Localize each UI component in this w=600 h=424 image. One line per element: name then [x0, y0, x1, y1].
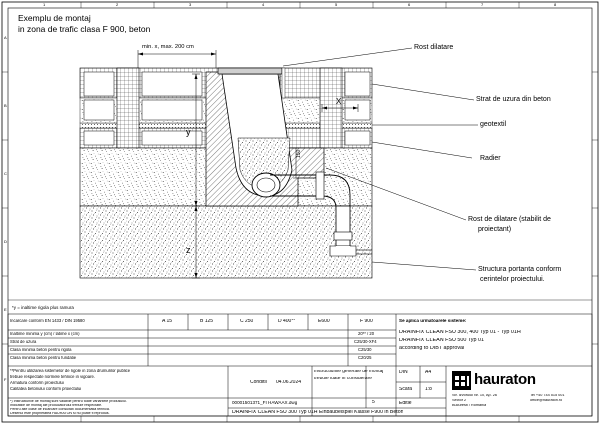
- left-column-block: [117, 68, 139, 148]
- edition-label: Editie: [399, 401, 412, 406]
- col-index-3: 3: [189, 2, 192, 7]
- row-index-f: F: [4, 377, 7, 382]
- foundation-concrete-value: C20/25: [358, 356, 372, 360]
- row-index-c: C: [4, 171, 7, 176]
- col-index-2: 2: [116, 2, 119, 7]
- note-line-4: Calitatea betonului conform proiectului: [10, 387, 82, 391]
- label-radier: Radier: [480, 155, 501, 162]
- class-c250: C 250: [240, 319, 254, 324]
- wearing-layer-row-label: Strat de uzura: [10, 340, 37, 344]
- legal-line-1: *) Instructiunile de montaj sunt valabile pentru toate variantele produsului.: [10, 400, 127, 403]
- class-b125: B 125: [200, 319, 214, 324]
- company-address-2: Sector 2: [452, 399, 467, 402]
- dim-z-label: z: [186, 245, 191, 255]
- class-e600: E600: [318, 319, 330, 324]
- sheet-number: 5: [372, 400, 375, 405]
- label-rost-dilatare: Rost dilatare: [414, 44, 454, 51]
- row-index-e: E: [4, 307, 7, 312]
- company-name: hauraton: [474, 371, 536, 388]
- format-label: DIN: [399, 370, 408, 375]
- label-strat-uzura: Strat de uzura din beton: [476, 96, 551, 103]
- doc-title-line2: trebuie luate in considerare: [314, 377, 372, 381]
- drawing-title-line1: Exemplu de montaj: [18, 13, 91, 23]
- product-item-1: DRAINFIX CLEAN FSU 300, 400 Typ 01 - Typ 01H: [399, 330, 521, 335]
- expansion-gap: [282, 68, 285, 98]
- col-index-1: 1: [43, 2, 46, 7]
- col-index-5: 5: [335, 2, 338, 7]
- conditii-label: Conditii: [250, 380, 267, 385]
- company-address-3: Bucuresti / Romania: [452, 404, 487, 407]
- col-index-8: 8: [554, 2, 557, 7]
- hauraton-logo-icon: [452, 371, 471, 390]
- note-line-3: Armatura conform proiectului: [10, 381, 64, 385]
- company-email: office@hauraton.ro: [530, 399, 563, 402]
- company-phone: Tel +40 744 515 001: [530, 394, 565, 397]
- date-value: 04.06.2024: [276, 380, 302, 385]
- load-bearing-structure: [80, 206, 372, 278]
- channel-concrete-value: C25/30: [358, 348, 372, 352]
- row-index-d: D: [4, 239, 7, 244]
- label-rost-dilatare-proiectant-2: proiectant): [478, 226, 512, 233]
- dim-x-label: X: [336, 97, 342, 106]
- load-class-row-label: Incarcare conform EN 1433 / DIN 19580: [10, 319, 85, 323]
- col-index-6: 6: [408, 2, 411, 7]
- footnote-y: *y = inaltime rigola plus ramura: [12, 305, 74, 310]
- foundation-concrete-label: Clasa minima beton pentru fundatie: [10, 356, 77, 360]
- class-f900: F 900: [360, 319, 373, 324]
- col-index-4: 4: [262, 2, 265, 7]
- label-geotextil: geotextil: [480, 121, 507, 128]
- company-address-1: Str. Izvorului Nr. 10, Ap. 26: [452, 394, 497, 397]
- product-item-3: according to DIBT approval: [399, 346, 465, 351]
- format-value: A4: [425, 370, 432, 375]
- dim-y-label: y: [186, 127, 191, 137]
- height-width-label: Inaltime minima y (cm) / latime x (cm): [10, 332, 80, 336]
- class-a15: A 15: [162, 319, 173, 324]
- legal-line-4: Desenul este proprietatea HAURATON si nu poate fi reprodus.: [10, 412, 110, 415]
- scale-value: 1:8: [425, 387, 432, 392]
- col-index-7: 7: [481, 2, 484, 7]
- doc-title-line1: Instructiunile generale de montaj: [314, 370, 384, 374]
- wearing-layer-row-value: C25/30-XF4: [354, 340, 377, 344]
- channel-grate: [218, 68, 282, 74]
- product-header: Se aplica urmatoarele sisteme:: [399, 319, 467, 323]
- note-line-2: trebuie respectate normele tehnice in vigoare.: [10, 375, 95, 379]
- dim-min-x-label: min. x, max. 200 cm: [142, 44, 194, 50]
- dim-150-label: 150: [296, 149, 302, 158]
- drawing-number: 00001501371_FI HAWAAX.dwg: [232, 401, 298, 405]
- note-line-1: **Pentru utilizarea sistemelor de rigole in zona drumurilor publice: [10, 369, 131, 373]
- channel-concrete-label: Clasa minima beton pentru rigola: [10, 348, 72, 352]
- row-index-a: A: [4, 35, 7, 40]
- row-index-b: B: [4, 103, 7, 108]
- label-structura-2: cerintelor proiectului.: [480, 276, 545, 283]
- label-rost-dilatare-proiectant-1: Rost de dilatare (stabilit de: [468, 216, 551, 223]
- label-structura-1: Structura portanta conform: [478, 266, 562, 273]
- height-width-value: 20** / 20: [358, 332, 375, 336]
- product-item-2: DRAINFIX CLEAN FSU 500 Typ 01: [399, 338, 484, 343]
- footer-title: DRAINFIX CLEAN FSU 300 Typ 01H Einbaubeispiel Klasse F900 in Beton: [232, 410, 404, 415]
- legal-line-3: Pentru alte clase de incarcare consultati documentatia tehnica.: [10, 408, 110, 411]
- scale-label: Scara: [399, 387, 413, 392]
- drawing-title-line2: in zona de trafic clasa F 900, beton: [18, 24, 151, 34]
- class-d400: D 400**: [278, 319, 296, 324]
- legal-line-2: Indicatiile de montaj ale producatorului trebuie respectate.: [10, 404, 103, 407]
